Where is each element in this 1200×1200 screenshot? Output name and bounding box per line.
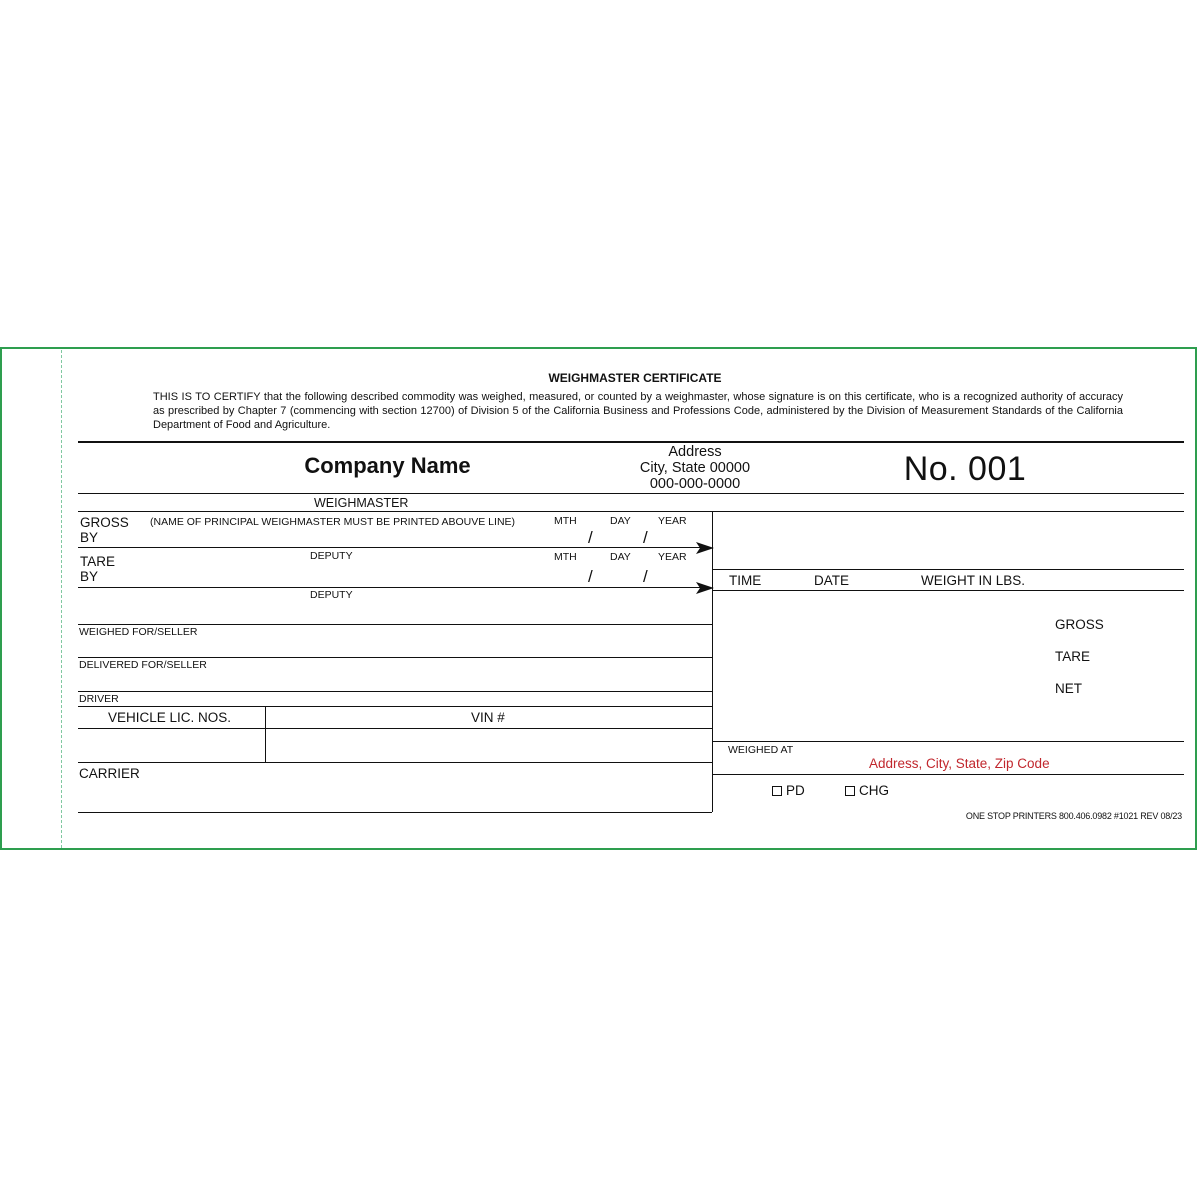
gross-year-label: YEAR: [658, 515, 687, 527]
company-phone: 000-000-0000: [649, 476, 741, 492]
company-address: Address: [668, 444, 722, 460]
rule-top: [78, 441, 1184, 443]
gross-label: GROSS: [80, 515, 129, 530]
gross-by-label: BY: [80, 530, 99, 545]
tare-weight-label: TARE: [1055, 649, 1091, 664]
chg-checkbox[interactable]: [845, 786, 855, 796]
certificate-title: WEIGHMASTER CERTIFICATE: [548, 371, 722, 385]
gross-arrow-icon: [696, 542, 714, 554]
delivered-for-label: DELIVERED FOR/SELLER: [79, 659, 207, 671]
rule-time-bottom: [712, 590, 1184, 591]
weight-label: WEIGHT IN LBS.: [921, 573, 1026, 588]
pd-option[interactable]: [772, 783, 805, 798]
printer-footer: ONE STOP PRINTERS 800.406.0982 #1021 REV 08/23: [965, 811, 1182, 821]
gross-deputy-label: DEPUTY: [310, 550, 353, 562]
rule-weighed-at-top: [712, 741, 1184, 742]
tare-date-slash-2: /: [643, 567, 648, 586]
rule-delivered-for: [78, 657, 712, 658]
weighed-at-address: Address, City, State, Zip Code: [869, 756, 1050, 771]
rule-header-bottom: [78, 493, 1184, 494]
rule-weighed-for: [78, 624, 712, 625]
vin-label: VIN #: [471, 710, 505, 725]
tare-mth-label: MTH: [554, 551, 577, 563]
principal-note: (NAME OF PRINCIPAL WEIGHMASTER MUST BE PRINTED ABOUVE LINE): [150, 516, 516, 528]
gross-day-label: DAY: [610, 515, 631, 527]
time-label: TIME: [729, 573, 762, 588]
pd-label: PD: [786, 783, 805, 798]
weighmaster-label: WEIGHMASTER: [314, 496, 409, 510]
chg-label: CHG: [859, 783, 889, 798]
tare-date-slash-1: /: [588, 567, 593, 586]
company-city-state: City, State 00000: [639, 460, 751, 476]
gross-date-slash-2: /: [643, 528, 648, 547]
certify-statement: THIS IS TO CERTIFY that the following described commodity was weighed, measured, or counted by a weighmaster, whose signature is on this certificate, who is a recognized authority of accuracy as prescribed by Chapter 7 (commencing with section 12700) of Division 5 of the California Business and Professions Code, administered by the Division of Measurement Standards of the California Department of Food and Agriculture.: [153, 391, 1123, 432]
divider-vehicle-vin: [265, 706, 266, 762]
gross-weight-label: GROSS: [1055, 617, 1104, 632]
gross-mth-label: MTH: [554, 515, 577, 527]
tare-day-label: DAY: [610, 551, 631, 563]
tare-arrow-icon: [696, 582, 714, 594]
vehicle-label: VEHICLE LIC. NOS.: [108, 710, 232, 725]
company-name: Company Name: [304, 453, 471, 478]
rule-carrier-top: [78, 762, 712, 763]
tare-deputy-label: DEPUTY: [310, 589, 353, 601]
divider-center: [712, 511, 713, 812]
rule-weighmaster: [78, 511, 1184, 512]
gross-date-slash-1: /: [588, 528, 593, 547]
rule-gross-by: [78, 547, 711, 548]
date-label: DATE: [814, 573, 850, 588]
pd-checkbox[interactable]: [772, 786, 782, 796]
rule-driver-top: [78, 691, 712, 692]
weighed-at-label: WEIGHED AT: [728, 744, 794, 756]
driver-label: DRIVER: [79, 693, 119, 705]
tare-by-label: BY: [80, 569, 99, 584]
tare-year-label: YEAR: [658, 551, 687, 563]
rule-tare-by: [78, 587, 711, 588]
perforation-line: [61, 350, 62, 848]
weighed-for-label: WEIGHED FOR/SELLER: [79, 626, 198, 638]
net-weight-label: NET: [1055, 681, 1082, 696]
chg-option[interactable]: [845, 783, 889, 798]
carrier-label: CARRIER: [79, 766, 140, 781]
rule-vehicle-mid: [78, 728, 712, 729]
rule-time-top: [712, 569, 1184, 570]
rule-weighed-at-bottom: [712, 774, 1184, 775]
certificate-number: No. 001: [903, 450, 1027, 488]
tare-label: TARE: [80, 554, 116, 569]
rule-bottom: [78, 812, 712, 813]
rule-vehicle-top: [78, 706, 712, 707]
